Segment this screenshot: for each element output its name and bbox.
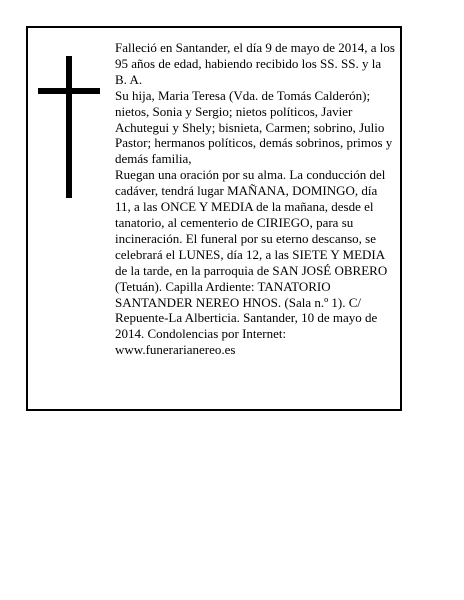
cross-vertical-bar <box>66 56 72 198</box>
family-list: Su hija, Maria Teresa (Vda. de Tomás Calderón); nietos, Sonia y Sergio; nietos políticos, Javier Achutegui y Shely; bisnieta, Carmen; sobrino, Julio Pastor; hermanos políticos, demás sobrinos, primos y demás familia, <box>115 87 393 167</box>
cross-icon <box>38 56 100 198</box>
obituary-text <box>115 40 395 358</box>
obituary-notice <box>26 26 402 411</box>
cross-horizontal-bar <box>38 88 100 94</box>
funeral-details: Ruegan una oración por su alma. La conducción del cadáver, tendrá lugar MAÑANA, DOMINGO, día 11, a las ONCE Y MEDIA de la mañana, desde el tanatorio, al cementerio de CIRIEGO, para su incineración. El funeral por su eterno descanso, se celebrará el LUNES, día 12, a las SIETE Y MEDIA de la tarde, en la parroquia de SAN JOSÉ OBRERO (Tetuán). Capilla Ardiente: TANATORIO SANTANDER NEREO HNOS. (Sala n.º 1). C/ Repuente-La Alberticia. Santander, 10 de mayo de 2014. Condolencias por Internet: www.funerarianereo.es <box>115 167 388 358</box>
death-announcement: Falleció en Santander, el día 9 de mayo de 2014, a los 95 años de edad, habiendo recibido los SS. SS. y la B. A. <box>115 40 395 87</box>
